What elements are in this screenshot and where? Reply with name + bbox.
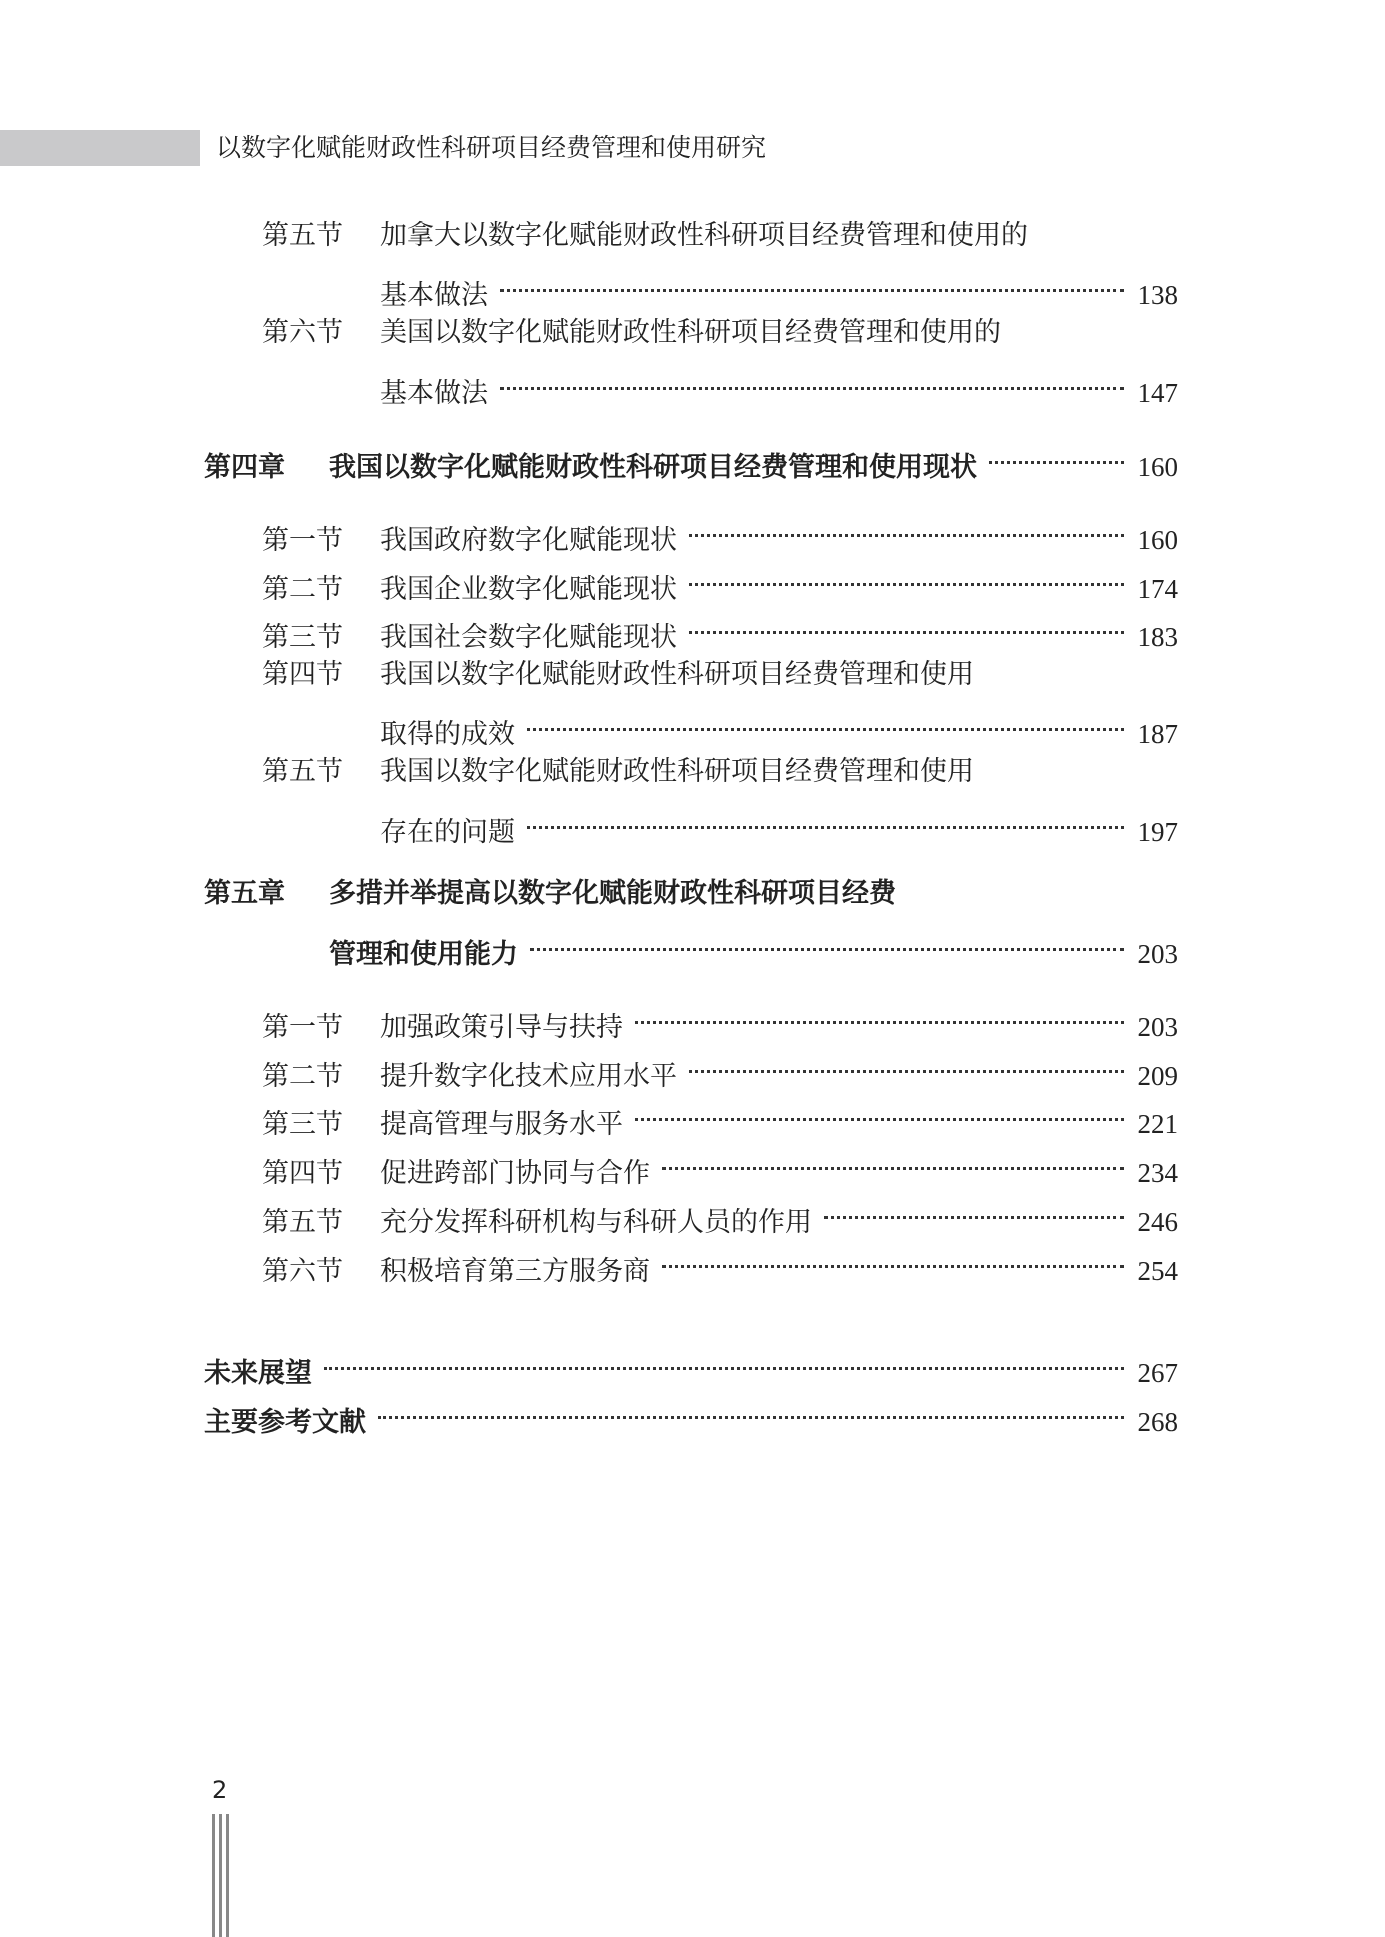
toc-entry-ch5-sec3[interactable] [262, 1093, 1178, 1140]
dot-leader [500, 362, 1124, 402]
toc-entry-ch4-sec1[interactable] [262, 509, 1178, 556]
dot-leader [635, 1093, 1124, 1133]
dot-leader [635, 996, 1124, 1036]
dot-leader [689, 509, 1124, 549]
page-number: 221 [1137, 1109, 1178, 1139]
dot-leader [689, 606, 1124, 646]
dot-leader [824, 1191, 1124, 1231]
dot-leader [530, 923, 1124, 963]
section-label: 第五节 [262, 220, 343, 251]
section-label: 第五节 [262, 1207, 343, 1238]
backmatter-title: 主要参考文献 [204, 1407, 366, 1438]
backmatter-title: 未来展望 [204, 1358, 312, 1389]
toc-entry-ch5-sec5[interactable] [262, 1191, 1178, 1238]
toc-entry-ch5-sec4[interactable] [262, 1142, 1178, 1189]
section-label: 第四节 [262, 659, 343, 690]
chapter-label: 第五章 [204, 878, 285, 909]
section-label: 第一节 [262, 525, 343, 556]
section-title: 加拿大以数字化赋能财政性科研项目经费管理和使用的 [380, 220, 1028, 251]
section-title-continued: 取得的成效 [380, 719, 515, 750]
dot-leader [662, 1240, 1124, 1280]
toc-entry-ch3-sec6-line2[interactable] [380, 362, 1178, 409]
dot-leader [662, 1142, 1124, 1182]
section-label: 第六节 [262, 1256, 343, 1287]
toc-entry-ch4-sec4-line2[interactable] [380, 703, 1178, 750]
section-label: 第四节 [262, 1158, 343, 1189]
section-title: 我国社会数字化赋能现状 [380, 622, 677, 653]
section-label: 第一节 [262, 1012, 343, 1043]
section-label: 第三节 [262, 622, 343, 653]
section-title: 我国以数字化赋能财政性科研项目经费管理和使用 [380, 756, 974, 787]
page-number: 160 [1137, 525, 1178, 555]
page-number: 268 [1137, 1407, 1178, 1437]
section-title: 我国以数字化赋能财政性科研项目经费管理和使用 [380, 659, 974, 690]
toc-entry-ch4-sec3[interactable] [262, 606, 1178, 653]
page-number: 197 [1137, 817, 1178, 847]
section-title-continued: 存在的问题 [380, 817, 515, 848]
toc-entry-ch3-sec6-line1[interactable] [262, 313, 1182, 353]
page-number: 267 [1137, 1358, 1178, 1388]
section-title: 提升数字化技术应用水平 [380, 1061, 677, 1092]
page-number: 203 [1137, 939, 1178, 969]
page-folio-number: 2 [212, 1776, 228, 1804]
page-number: 209 [1137, 1061, 1178, 1091]
footer-rule [219, 1814, 222, 1937]
section-title: 加强政策引导与扶持 [380, 1012, 623, 1043]
page-number: 254 [1137, 1256, 1178, 1286]
running-header-title: 以数字化赋能财政性科研项目经费管理和使用研究 [216, 133, 767, 162]
page-number: 138 [1137, 280, 1178, 310]
toc-entry-outlook[interactable] [204, 1342, 1178, 1389]
footer-rule [212, 1814, 215, 1937]
chapter-title: 我国以数字化赋能财政性科研项目经费管理和使用现状 [329, 452, 977, 483]
toc-entry-ch5-sec2[interactable] [262, 1045, 1178, 1092]
toc-entry-ch3-sec5-line1[interactable] [262, 216, 1182, 256]
section-label: 第六节 [262, 317, 343, 348]
footer-rule [226, 1814, 229, 1937]
section-title: 促进跨部门协同与合作 [380, 1158, 650, 1189]
section-title: 我国企业数字化赋能现状 [380, 574, 677, 605]
section-title: 美国以数字化赋能财政性科研项目经费管理和使用的 [380, 317, 1001, 348]
section-label: 第三节 [262, 1109, 343, 1140]
toc-entry-ch5-line1[interactable] [204, 874, 1178, 914]
toc-entry-ch5-sec6[interactable] [262, 1240, 1178, 1287]
toc-entry-ch5-sec1[interactable] [262, 996, 1178, 1043]
dot-leader [324, 1342, 1124, 1382]
section-label: 第五节 [262, 756, 343, 787]
chapter-title: 多措并举提高以数字化赋能财政性科研项目经费 [329, 878, 896, 909]
section-label: 第二节 [262, 574, 343, 605]
toc-entry-ch3-sec5-line2[interactable] [380, 264, 1178, 311]
page-number: 183 [1137, 622, 1178, 652]
toc-entry-references[interactable] [204, 1391, 1178, 1438]
section-label: 第二节 [262, 1061, 343, 1092]
page-number: 187 [1137, 719, 1178, 749]
page-number: 174 [1137, 574, 1178, 604]
chapter-label: 第四章 [204, 452, 285, 483]
dot-leader [689, 1045, 1124, 1085]
chapter-title-continued: 管理和使用能力 [329, 939, 518, 970]
dot-leader [378, 1391, 1124, 1431]
toc-entry-ch4-sec5-line2[interactable] [380, 801, 1178, 848]
toc-entry-ch5-line2[interactable] [329, 923, 1178, 970]
page-number: 147 [1137, 378, 1178, 408]
dot-leader [989, 436, 1124, 476]
page-number: 160 [1137, 452, 1178, 482]
page-number: 246 [1137, 1207, 1178, 1237]
toc-entry-ch4[interactable] [204, 436, 1178, 483]
section-title: 充分发挥科研机构与科研人员的作用 [380, 1207, 812, 1238]
section-title: 提高管理与服务水平 [380, 1109, 623, 1140]
toc-entry-ch4-sec5-line1[interactable] [262, 752, 1178, 792]
section-title: 我国政府数字化赋能现状 [380, 525, 677, 556]
dot-leader [500, 264, 1124, 304]
dot-leader [527, 703, 1124, 743]
page-number: 234 [1137, 1158, 1178, 1188]
section-title: 积极培育第三方服务商 [380, 1256, 650, 1287]
page-number: 203 [1137, 1012, 1178, 1042]
section-title-continued: 基本做法 [380, 378, 488, 409]
section-title-continued: 基本做法 [380, 280, 488, 311]
dot-leader [527, 801, 1124, 841]
toc-entry-ch4-sec4-line1[interactable] [262, 655, 1178, 695]
dot-leader [689, 558, 1124, 598]
toc-entry-ch4-sec2[interactable] [262, 558, 1178, 605]
